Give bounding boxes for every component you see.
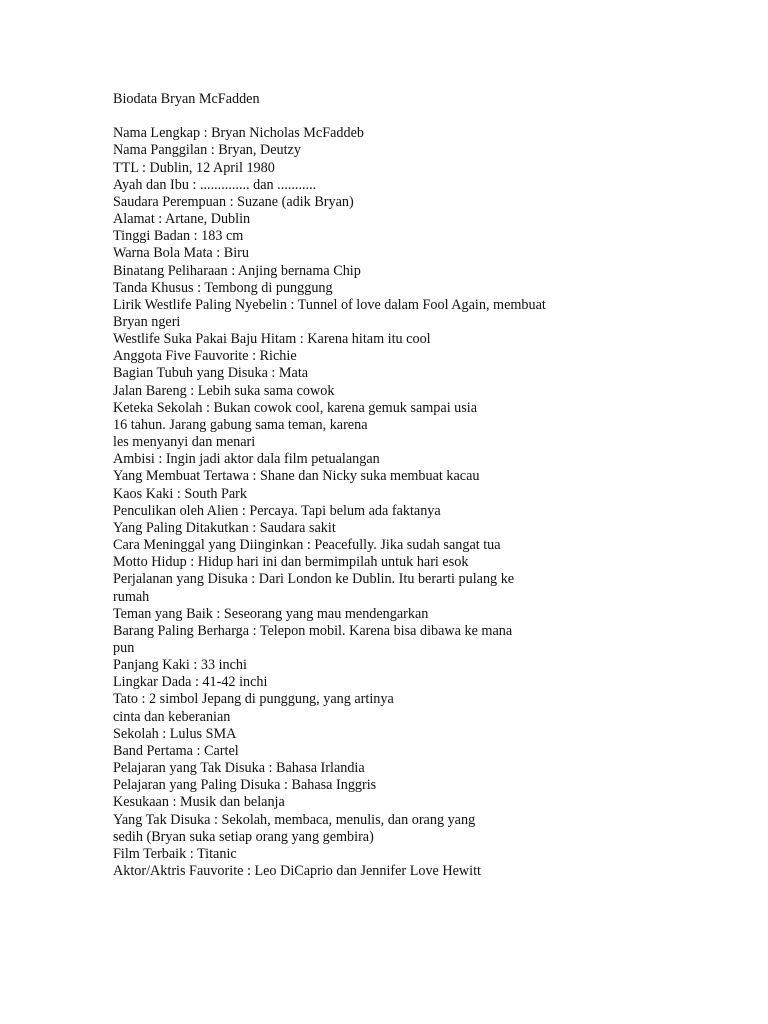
biodata-line: Warna Bola Mata : Biru [113,245,249,262]
biodata-line: Tato : 2 simbol Jepang di punggung, yang artinya [113,691,394,708]
biodata-line: 16 tahun. Jarang gabung sama teman, karena [113,416,368,433]
biodata-line: Yang Paling Ditakutkan : Saudara sakit [113,519,336,536]
biodata-line: TTL : Dublin, 12 April 1980 [113,159,275,176]
biodata-line: Bryan ngeri [113,314,181,331]
biodata-line: Tanda Khusus : Tembong di punggung [113,279,333,296]
biodata-line: rumah [113,588,150,605]
biodata-line: Lingkar Dada : 41-42 inchi [113,674,268,691]
biodata-line: Anggota Five Fauvorite : Richie [113,348,297,365]
biodata-line: Sekolah : Lulus SMA [113,725,237,742]
biodata-line: sedih (Bryan suka setiap orang yang gembira) [113,828,374,845]
biodata-line: Lirik Westlife Paling Nyebelin : Tunnel of love dalam Fool Again, membuat [113,296,546,313]
biodata-list [113,125,713,880]
biodata-line: pun [113,639,135,656]
biodata-line: Ambisi : Ingin jadi aktor dala film petualangan [113,451,380,468]
biodata-line: Panjang Kaki : 33 inchi [113,657,247,674]
biodata-line: Tinggi Badan : 183 cm [113,228,244,245]
document-body [113,91,713,880]
biodata-line: Film Terbaik : Titanic [113,845,237,862]
biodata-line: Barang Paling Berharga : Telepon mobil. Karena bisa dibawa ke mana [113,622,513,639]
biodata-line: Saudara Perempuan : Suzane (adik Bryan) [113,193,354,210]
biodata-line: Jalan Bareng : Lebih suka sama cowok [113,382,335,399]
biodata-line: Kaos Kaki : South Park [113,485,247,502]
biodata-line: Pelajaran yang Paling Disuka : Bahasa Inggris [113,777,377,794]
biodata-line: Yang Tak Disuka : Sekolah, membaca, menulis, dan orang yang [113,811,476,828]
biodata-line: Cara Meninggal yang Diinginkan : Peacefully. Jika sudah sangat tua [113,537,501,554]
biodata-line: Kesukaan : Musik dan belanja [113,794,285,811]
biodata-line: Yang Membuat Tertawa : Shane dan Nicky suka membuat kacau [113,468,480,485]
biodata-line: Band Pertama : Cartel [113,742,239,759]
biodata-line: Pelajaran yang Tak Disuka : Bahasa Irlandia [113,760,365,777]
biodata-line: Binatang Peliharaan : Anjing bernama Chip [113,262,361,279]
title-spacer [113,108,713,125]
biodata-line: cinta dan keberanian [113,708,231,725]
biodata-line: Ayah dan Ibu : .............. dan ........... [113,176,317,193]
biodata-line: Perjalanan yang Disuka : Dari London ke Dublin. Itu berarti pulang ke [113,571,515,588]
biodata-line: Nama Panggilan : Bryan, Deutzy [113,142,301,159]
biodata-line: Bagian Tubuh yang Disuka : Mata [113,365,309,382]
biodata-line: Nama Lengkap : Bryan Nicholas McFaddeb [113,125,364,142]
biodata-line: Alamat : Artane, Dublin [113,211,251,228]
biodata-line: Aktor/Aktris Fauvorite : Leo DiCaprio dan Jennifer Love Hewitt [113,863,482,880]
document-title: Biodata Bryan McFadden [113,91,260,107]
biodata-line: Keteka Sekolah : Bukan cowok cool, karena gemuk sampai usia [113,399,478,416]
biodata-line: Westlife Suka Pakai Baju Hitam : Karena hitam itu cool [113,331,431,348]
biodata-line: les menyanyi dan menari [113,434,256,451]
biodata-line: Penculikan oleh Alien : Percaya. Tapi belum ada faktanya [113,502,441,519]
biodata-line: Motto Hidup : Hidup hari ini dan bermimpilah untuk hari esok [113,554,469,571]
biodata-line: Teman yang Baik : Seseorang yang mau mendengarkan [113,605,429,622]
